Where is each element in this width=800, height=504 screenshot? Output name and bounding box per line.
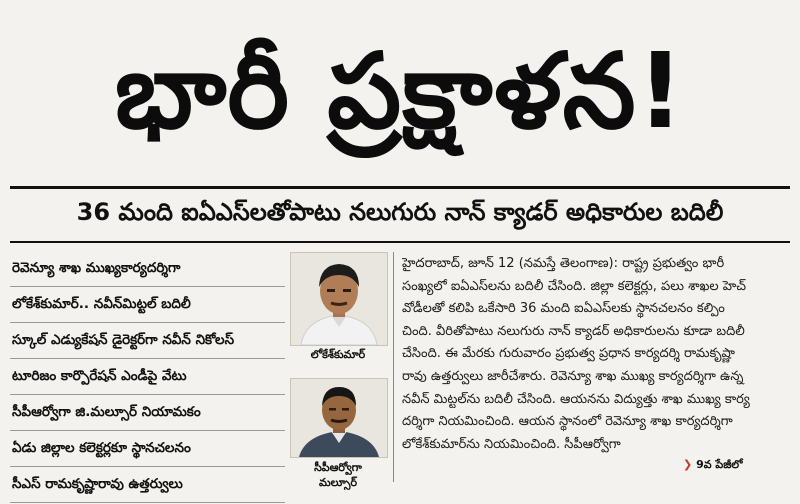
- top-rule: [10, 186, 790, 189]
- body-line: సంఖ్యలో ఐఏఎస్‌లను బదిలీ చేసింది. జిల్లా కలెక్టర్లు, పలు శాఖల హెచ్: [402, 278, 747, 294]
- body-line: దర్శిగా నియమించింది. ఆయన స్థానంలో రెవెన్యూ శాఖ కార్యదర్శిగా: [402, 414, 733, 430]
- portrait-illustration: [291, 253, 387, 345]
- portrait-photo-lokesh: [290, 252, 388, 346]
- bullet-item: ఏడు జిల్లాల కలెక్టర్లకూ స్థానచలనం: [10, 432, 285, 467]
- mid-rule: [10, 241, 790, 243]
- portrait-illustration: [291, 379, 387, 457]
- portrait-photo-malsur: [290, 378, 388, 458]
- photo-caption-line: మల్సూర్: [319, 476, 357, 489]
- body-line: వోడీలతో కలిపి ఒకేసారి 36 మంది ఐఏఎస్‌లకు స్థానచలనం కల్పిం: [402, 301, 725, 317]
- body-line: చింది. వీరితోపాటు నలుగురు నాన్ క్యాడర్ అధికారులను కూడా బదిలీ: [402, 323, 745, 339]
- bullet-item: సీపీఆర్వోగా జి.మల్సూర్ నియామకం: [10, 396, 285, 431]
- body-line: చేసింది. ఈ మేరకు గురువారం ప్రభుత్వ ప్రధాన కార్యదర్శి రామకృష్ణా: [402, 346, 735, 362]
- continued-on-page: [683, 458, 743, 474]
- column-divider: [393, 252, 394, 482]
- bullet-item: టూరిజం కార్పొరేషన్ ఎండీపై వేటు: [10, 360, 285, 395]
- body-line: హైదరాబాద్, జూన్ 12 (నమస్తే తెలంగాణ): రాష్ట్ర ప్రభుత్వం భారీ: [402, 256, 725, 271]
- bullet-item: లోకేశ్‌కుమార్.. నవీన్‌మిట్టల్ బదిలీ: [10, 288, 285, 323]
- photo-caption-line: సీపీఆర్వోగా: [314, 461, 362, 474]
- body-line: లోకేశ్‌కుమార్‌ను నియమించింది. సీపీఆర్వోగా: [402, 436, 621, 452]
- photo-caption: [290, 460, 386, 490]
- headline: భారీ ప్రక్షాళన!: [114, 30, 686, 152]
- bullet-list: [10, 252, 285, 504]
- bullet-item: సీఎస్ రామకృష్ణారావు ఉత్తర్వులు: [10, 468, 285, 503]
- continued-label: 9వ పేజీలో: [696, 458, 743, 471]
- chevron-right-icon: ❯: [683, 458, 693, 471]
- photo-caption: లోకేశ్‌కుమార్: [310, 348, 366, 361]
- bullet-item: రెవెన్యూ శాఖ ముఖ్యకార్యదర్శిగా: [10, 252, 285, 287]
- body-line: రావు ఉత్తర్వులు జారీచేశారు. రెవెన్యూ శాఖ ముఖ్య కార్యదర్శిగా ఉన్న: [402, 368, 744, 384]
- subheadline: 36 మంది ఐఏఎస్‌లతోపాటు నలుగురు నాన్ క్యాడర్ అధికారుల బదిలీ: [76, 198, 724, 226]
- body-line: నవీన్ మిట్టల్‌ను బదిలీ చేసింది. ఆయనను విద్యుత్తు శాఖ ముఖ్య కార్య: [402, 391, 750, 407]
- bullet-item: స్కూల్ ఎడ్యుకేషన్ డైరెక్టర్‌గా నవీన్ నికోలస్: [10, 324, 285, 359]
- article-body: [402, 253, 790, 456]
